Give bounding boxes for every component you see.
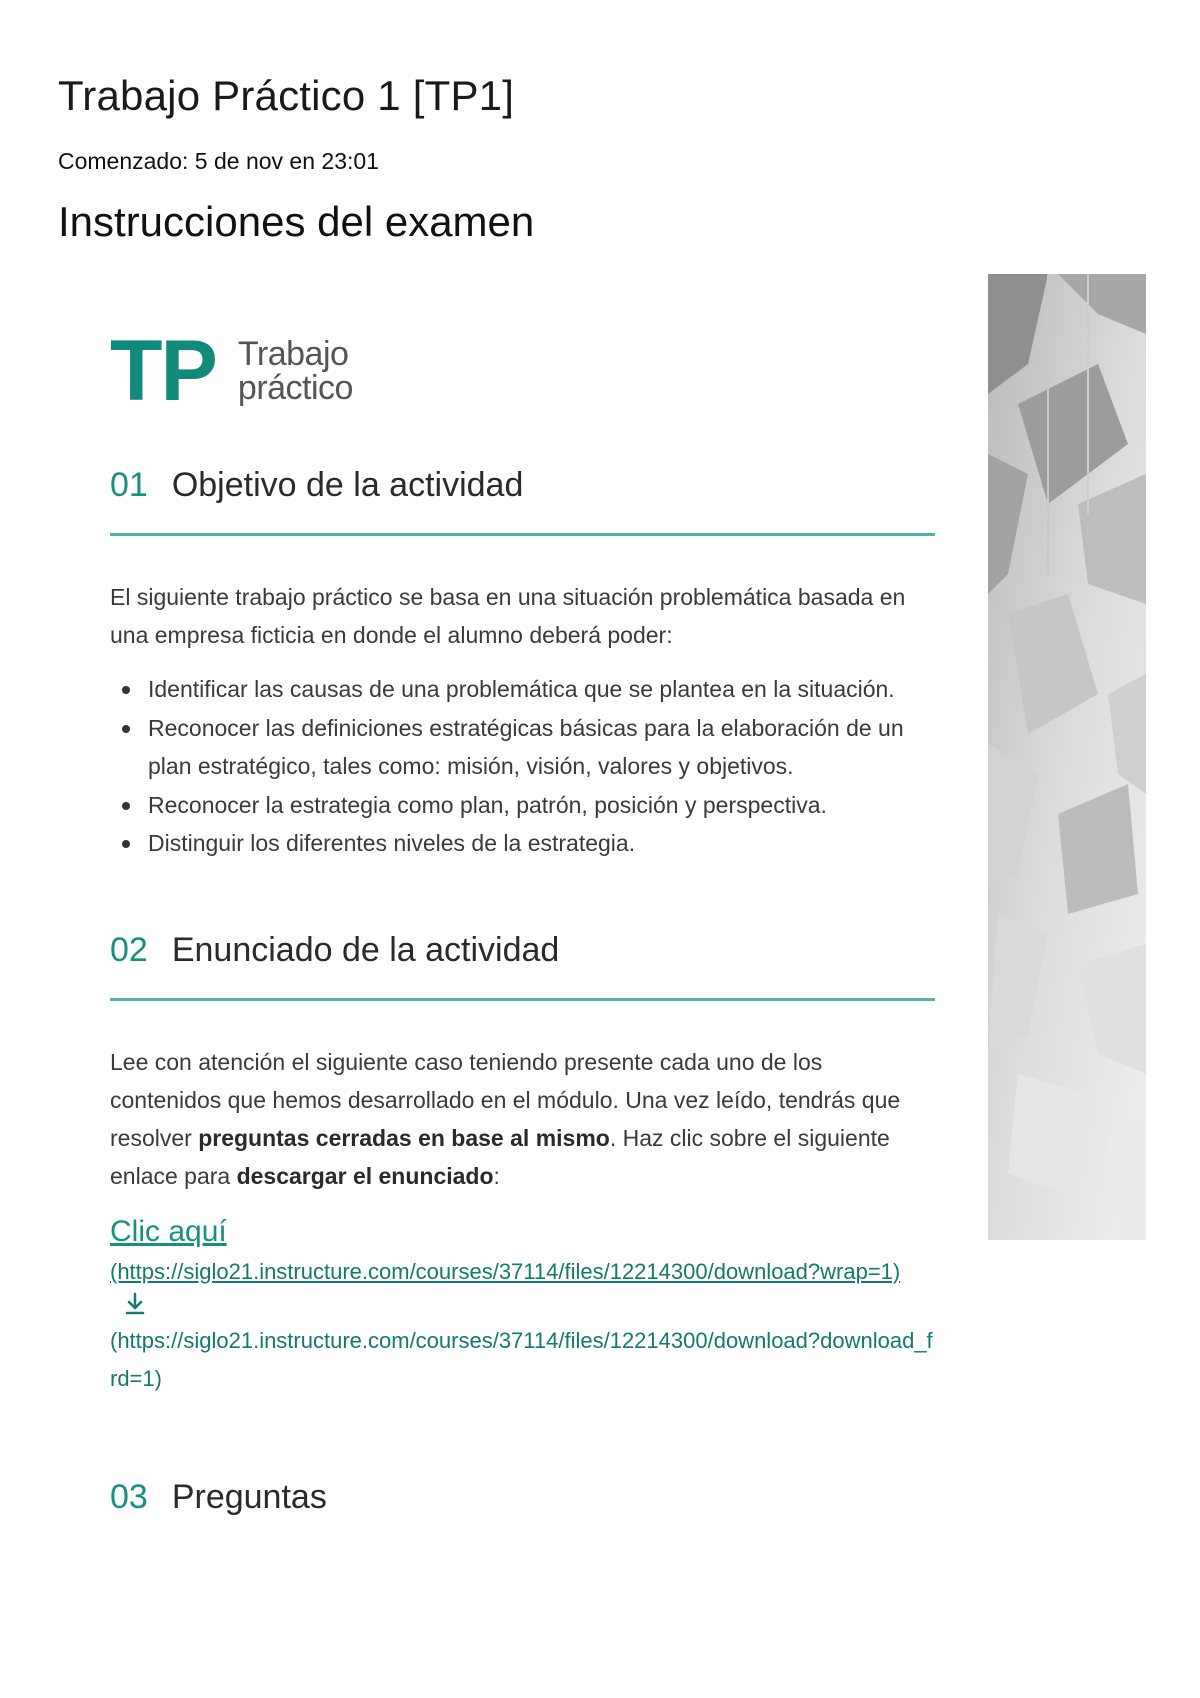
section-number: 02 <box>110 930 148 969</box>
clic-aqui-link[interactable]: Clic aquí <box>110 1214 227 1248</box>
tp-logo-mark: TP <box>110 323 216 419</box>
download-icon[interactable] <box>122 1291 148 1322</box>
instructions-title: Instrucciones del examen <box>58 198 535 245</box>
section-divider <box>110 533 935 536</box>
objetivo-list <box>110 670 935 863</box>
section-number: 03 <box>110 1477 148 1516</box>
download-url[interactable]: (https://siglo21.instructure.com/courses/37114/files/12214300/download?download_frd=1) <box>110 1327 933 1391</box>
enunciado-text: Lee con atención el siguiente caso teniendo presente cada uno de los contenidos que hemos desarrollado en el módulo. Una vez leído, tendrás que resolver <box>110 1048 901 1151</box>
section-heading-objetivo <box>110 466 935 505</box>
section-heading-preguntas <box>110 1478 935 1517</box>
instructions-content <box>110 270 935 1517</box>
list-item: Distinguir los diferentes niveles de la estrategia. <box>110 824 935 863</box>
enunciado-file-link[interactable]: (https://siglo21.instructure.com/courses/37114/files/12214300/download?wrap=1) <box>110 1258 901 1284</box>
tp-logo-word-line1: Trabajo <box>237 335 349 373</box>
objetivo-intro: El siguiente trabajo práctico se basa en una situación problemática basada en una empresa ficticia en donde el alumno deberá poder: <box>110 584 906 648</box>
list-item: Reconocer las definiciones estratégicas básicas para la elaboración de un plan estratégico, tales como: misión, visión, valores y objetivos. <box>110 709 935 786</box>
enunciado-bold-2: descargar el enunciado <box>236 1162 494 1189</box>
enunciado-paragraph <box>110 1043 935 1195</box>
started-timestamp: Comenzado: 5 de nov en 23:01 <box>58 148 379 174</box>
page-title: Trabajo Práctico 1 [TP1] <box>58 72 515 119</box>
tp-logo-word <box>238 337 353 405</box>
tp-logo <box>110 323 935 419</box>
section-number: 01 <box>110 466 148 504</box>
section-title: Enunciado de la actividad <box>171 930 560 969</box>
enunciado-text: : <box>493 1162 500 1189</box>
section-title: Preguntas <box>171 1477 327 1516</box>
list-item: Reconocer la estrategia como plan, patrón, posición y perspectiva. <box>110 786 935 825</box>
enunciado-bold-1: preguntas cerradas en base al mismo <box>198 1124 610 1151</box>
decorative-architecture-image <box>988 274 1146 1240</box>
section-title: Objetivo de la actividad <box>171 466 524 504</box>
tp-logo-word-line2: práctico <box>237 369 353 407</box>
section-heading-enunciado <box>110 931 935 970</box>
list-item: Identificar las causas de una problemática que se plantea en la situación. <box>110 670 935 709</box>
section-divider <box>110 998 935 1001</box>
enunciado-text: . Haz clic sobre el siguiente enlace para <box>110 1124 890 1189</box>
